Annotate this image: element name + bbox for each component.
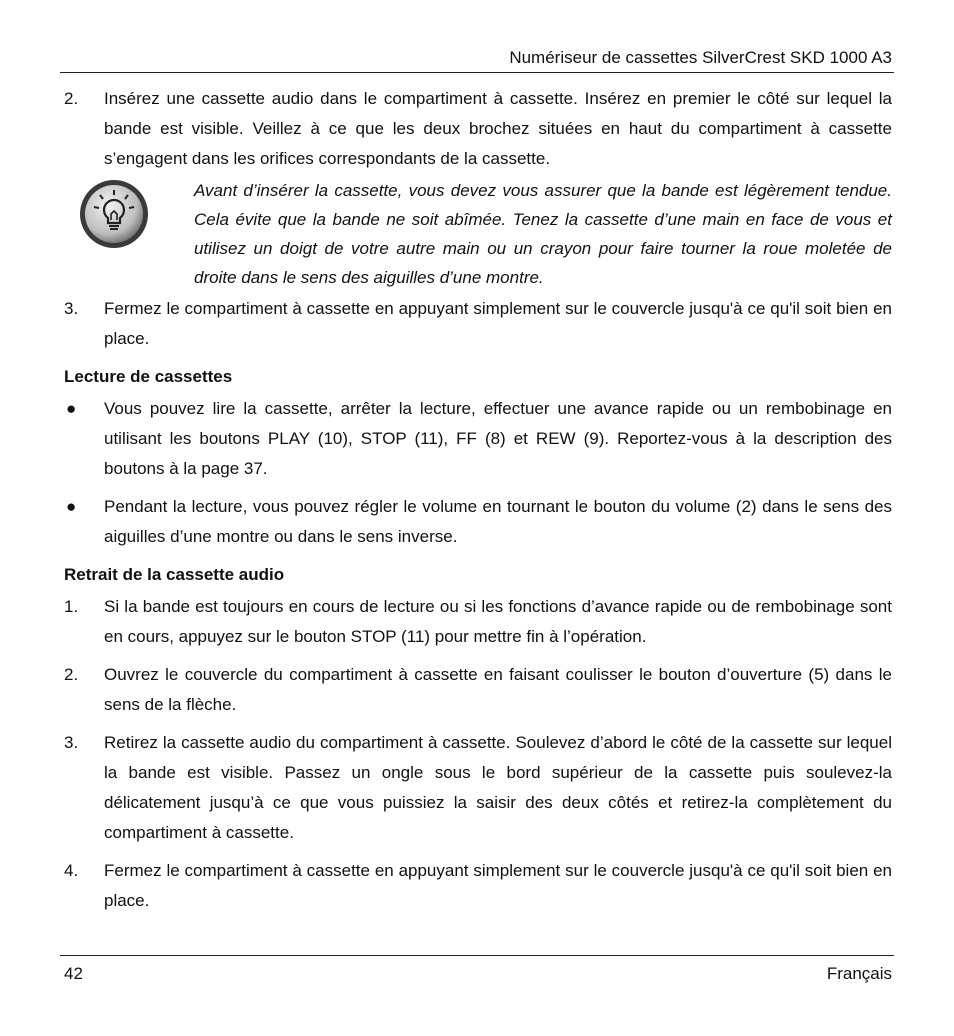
step-number: 3. <box>64 299 79 318</box>
bullet-item <box>64 394 892 484</box>
step-number: 1. <box>64 597 79 616</box>
bullet-text: Pendant la lecture, vous pouvez régler le volume en tournant le bouton du volume (2) dans le sens des aiguilles d’une montre ou dans le sens inverse. <box>104 497 892 546</box>
footer-language: Français <box>826 964 892 983</box>
step-3-close-compartment <box>64 294 892 354</box>
step-text: Retirez la cassette audio du compartiment à cassette. Soulevez d’abord le côté de la cassette sur lequel la bande est visible. Passez un ongle sous le bord supérieur de la cassette puis soulevez-la délicatement jusqu’à ce que vous puissiez la saisir des deux côtés et retirez-la complètement du compartiment à cassette. <box>104 733 892 842</box>
removal-step <box>64 592 892 652</box>
bullet-icon: ● <box>66 399 77 418</box>
step-2-insert-cassette <box>64 84 892 174</box>
step-number: 4. <box>64 861 79 880</box>
page-header-title: Numériseur de cassettes SilverCrest SKD 1000 A3 <box>509 48 892 67</box>
page-number: 42 <box>64 964 83 983</box>
tip-note <box>64 176 892 292</box>
bullet-icon: ● <box>66 497 77 516</box>
removal-step <box>64 728 892 848</box>
bullet-item <box>64 492 892 552</box>
step-number: 2. <box>64 89 79 108</box>
section-heading-playback: Lecture de cassettes <box>64 367 233 386</box>
lightbulb-icon <box>78 178 150 250</box>
header-divider <box>60 72 894 73</box>
footer-divider <box>60 955 894 956</box>
tip-text: Avant d’insérer la cassette, vous devez vous assurer que la bande est légèrement tendue. Cela évite que la bande ne soit abîmée. Tenez la cassette d’une main en face de vous et utilisez un doigt de votre autre main ou un crayon pour faire tourner la roue moletée de droite dans le sens des aiguilles d’une montre. <box>194 181 892 287</box>
removal-step <box>64 660 892 720</box>
page-content <box>64 84 892 916</box>
bullet-text: Vous pouvez lire la cassette, arrêter la lecture, effectuer une avance rapide ou un rembobinage en utilisant les boutons PLAY (10), STOP (11), FF (8) et REW (9). Reportez-vous à la description des boutons à la page 37. <box>104 399 892 478</box>
section-heading-removal: Retrait de la cassette audio <box>64 565 285 584</box>
removal-step <box>64 856 892 916</box>
step-text: Fermez le compartiment à cassette en appuyant simplement sur le couvercle jusqu'à ce qu'il soit bien en place. <box>104 299 892 348</box>
step-text: Insérez une cassette audio dans le compartiment à cassette. Insérez en premier le côté sur lequel la bande est visible. Veillez à ce que les deux brochez situées en haut du compartiment à cassette s’engagent dans les orifices correspondants de la cassette. <box>104 89 892 168</box>
step-number: 2. <box>64 665 79 684</box>
step-text: Ouvrez le couvercle du compartiment à cassette en faisant coulisser le bouton d’ouverture (5) dans le sens de la flèche. <box>104 665 892 714</box>
step-text: Fermez le compartiment à cassette en appuyant simplement sur le couvercle jusqu'à ce qu'il soit bien en place. <box>104 861 892 910</box>
step-text: Si la bande est toujours en cours de lecture ou si les fonctions d’avance rapide ou de rembobinage sont en cours, appuyez sur le bouton STOP (11) pour mettre fin à l’opération. <box>104 597 892 646</box>
step-number: 3. <box>64 733 79 752</box>
